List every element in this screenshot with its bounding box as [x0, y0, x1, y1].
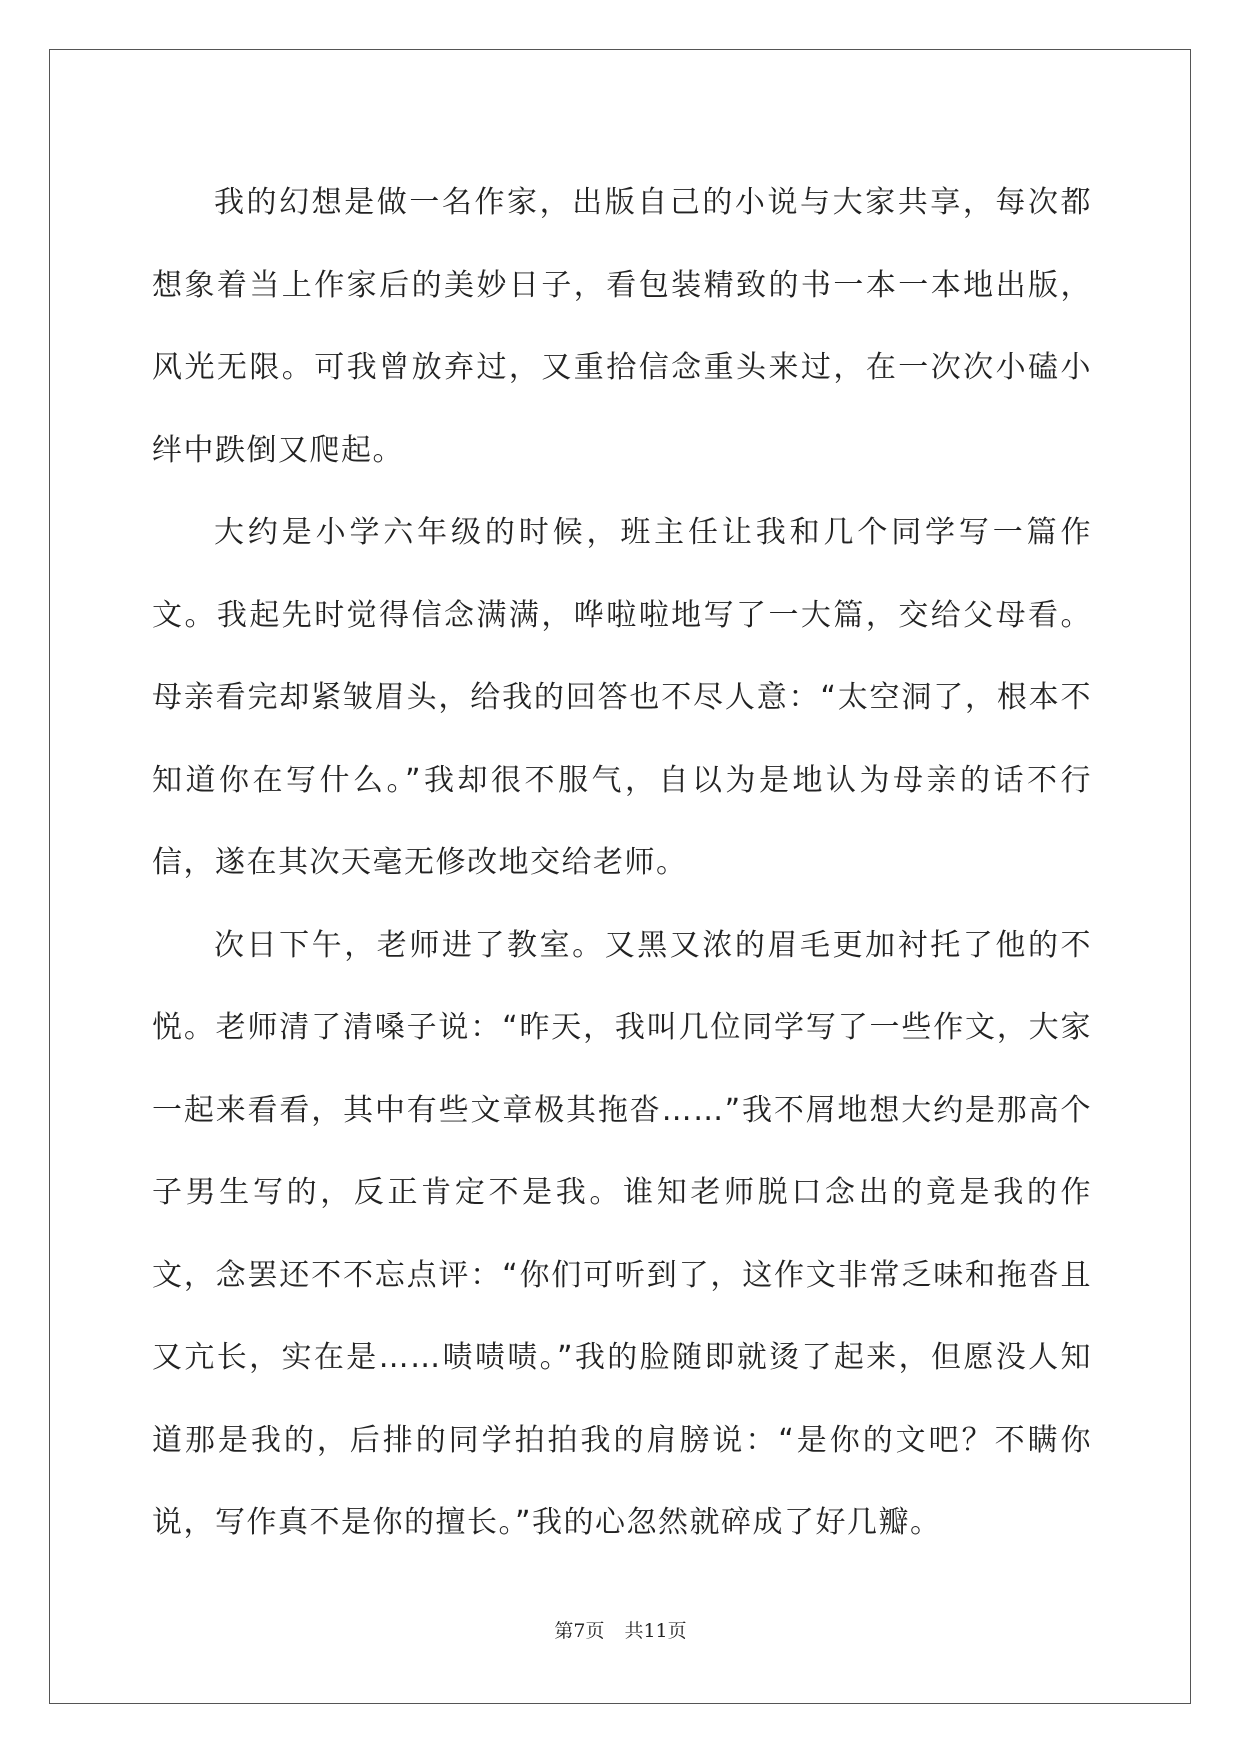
document-body — [152, 162, 1092, 1565]
page-number-total: 共11页 — [624, 1620, 687, 1642]
paragraph: 次日下午，老师进了教室。又黑又浓的眉毛更加衬托了他的不悦。老师清了清嗓子说：“昨天，我叫几位同学写了一些作文，大家一起来看看，其中有些文章极其拖沓……”我不屑地想大约是那高个子男生写的，反正肯定不是我。谁知老师脱口念出的竟是我的作文，念罢还不不忘点评：“你们可听到了，这作文非常乏味和拖沓且又亢长，实在是……啧啧啧。”我的脸随即就烫了起来，但愿没人知道那是我的，后排的同学拍拍我的肩膀说：“是你的文吧？不瞒你说，写作真不是你的擅长。”我的心忽然就碎成了好几瓣。 — [152, 927, 1092, 1540]
page-number-current: 第7页 — [554, 1620, 605, 1642]
paragraph: 我的幻想是做一名作家，出版自己的小说与大家共享，每次都想象着当上作家后的美妙日子，看包装精致的书一本一本地出版，风光无限。可我曾放弃过，又重拾信念重头来过，在一次次小磕小绊中跌倒又爬起。 — [152, 185, 1092, 468]
paragraph: 大约是小学六年级的时候，班主任让我和几个同学写一篇作文。我起先时觉得信念满满，哗啦啦地写了一大篇，交给父母看。母亲看完却紧皱眉头，给我的回答也不尽人意：“太空洞了，根本不知道你在写什么。”我却很不服气，自以为是地认为母亲的话不行信，遂在其次天毫无修改地交给老师。 — [152, 515, 1092, 880]
page-footer — [0, 1616, 1241, 1643]
